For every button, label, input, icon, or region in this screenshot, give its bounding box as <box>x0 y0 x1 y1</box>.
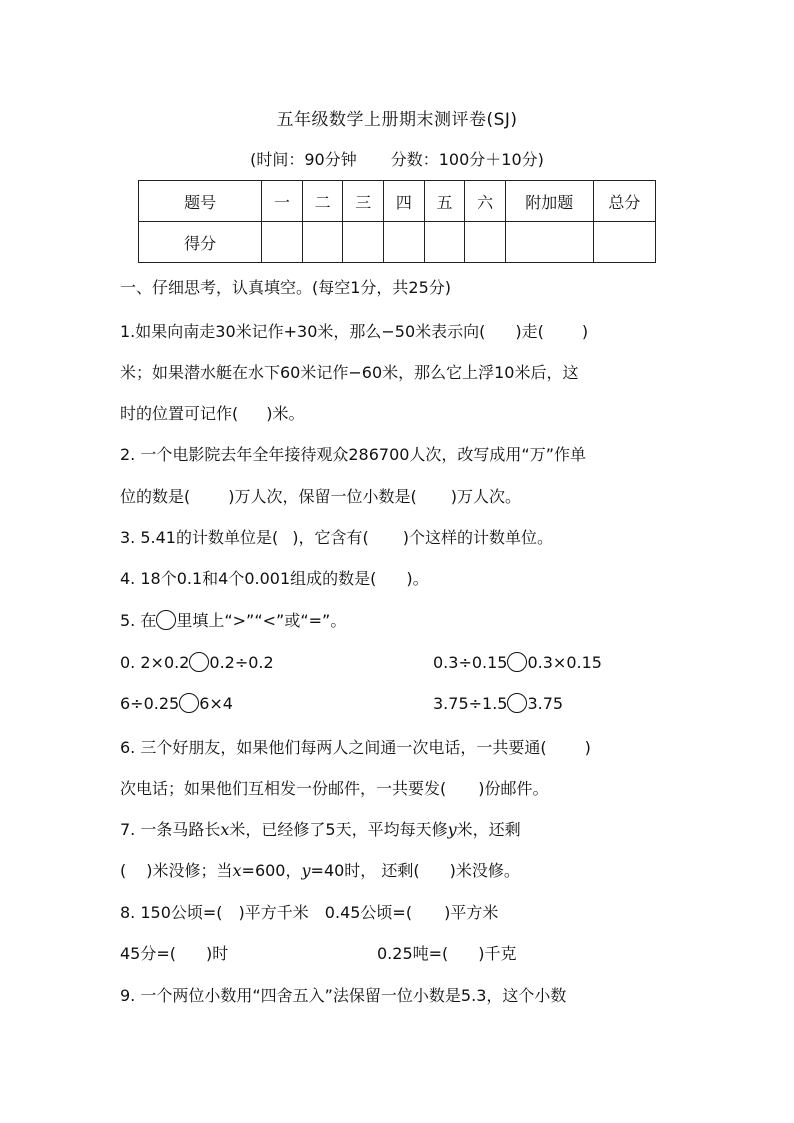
q2-text: )万人次。 <box>450 487 521 506</box>
q3-text: 3. 5.41的计数单位是( <box>120 528 279 547</box>
q8-line-2-right <box>377 941 517 964</box>
compare-circle-icon[interactable] <box>507 652 527 672</box>
q8-text: )时 <box>206 944 229 963</box>
score-header-cell: 总分 <box>593 181 655 222</box>
score-cell[interactable] <box>384 222 425 263</box>
q8-text: 8. 150公顷=( <box>120 903 223 922</box>
exam-score-total: 分数：100分＋10分) <box>390 150 544 169</box>
q3-line <box>120 525 553 548</box>
q5-expr: 6÷0.25 <box>120 694 180 713</box>
q5-row-2-left <box>120 693 233 713</box>
q2-text: )万人次，保留一位小数是( <box>228 487 417 506</box>
q5-expr: 6×4 <box>199 694 233 713</box>
q7-line-1 <box>120 817 521 840</box>
q8-text: 0.25吨=( <box>377 944 449 963</box>
exam-subtitle <box>0 147 794 170</box>
q5-row-1-right <box>433 652 602 672</box>
q7-text: 米，已经修了5天，平均每天修 <box>229 820 448 839</box>
q5-expr: 0.2÷0.2 <box>209 653 274 672</box>
q5-line <box>120 608 346 631</box>
score-row-label: 得分 <box>139 222 262 263</box>
q5-expr: 0.3÷0.15 <box>433 653 508 672</box>
q9-line-1: 9. 一个两位小数用“四舍五入”法保留一位小数是5.3，这个小数 <box>120 986 567 1005</box>
q8-line-2-left <box>120 941 228 964</box>
q5-text: 里填上“>”“<”或“=”。 <box>176 611 347 630</box>
q6-text: 次电话；如果他们互相发一份邮件，一共要发( <box>120 779 447 798</box>
q5-expr: 3.75 <box>527 694 564 713</box>
q7-text: ( <box>120 861 127 880</box>
q7-text: =600， <box>241 861 302 880</box>
section-1-title: 一、仔细思考，认真填空。(每空1分，共25分) <box>120 278 452 297</box>
score-cell[interactable] <box>505 222 593 263</box>
q6-line-2 <box>120 776 549 799</box>
compare-circle-icon[interactable] <box>507 693 527 713</box>
score-header-cell: 一 <box>262 181 303 222</box>
q6-text: ) <box>584 738 591 757</box>
q1-text: )米。 <box>266 404 305 423</box>
score-header-cell: 三 <box>343 181 384 222</box>
score-table-header-row <box>139 181 656 222</box>
q3-text: )个这样的计数单位。 <box>402 528 553 547</box>
q6-line-1 <box>120 735 591 758</box>
q8-text: 0.45公顷=( <box>324 903 413 922</box>
q5-expr: 0.3×0.15 <box>527 653 602 672</box>
q4-text: )。 <box>406 569 429 588</box>
q2-line-1: 2. 一个电影院去年全年接待观众286700人次，改写成用“万”作单 <box>120 445 587 464</box>
q5-expr: 0. 2×0.2 <box>120 653 190 672</box>
q4-text: 4. 18个0.1和4个0.001组成的数是( <box>120 569 377 588</box>
score-cell[interactable] <box>302 222 343 263</box>
q1-line-3 <box>120 401 305 424</box>
q4-line <box>120 566 429 589</box>
score-cell[interactable] <box>262 222 303 263</box>
q7-text: 7. 一条马路长 <box>120 820 221 839</box>
q1-line-1 <box>120 319 588 342</box>
variable-y: y <box>447 820 457 839</box>
q7-line-2 <box>120 858 520 881</box>
q7-text: )米没修。 <box>449 861 520 880</box>
score-header-cell: 五 <box>424 181 465 222</box>
score-cell[interactable] <box>593 222 655 263</box>
q1-text: 时的位置可记作( <box>120 404 239 423</box>
score-cell[interactable] <box>424 222 465 263</box>
compare-circle-icon[interactable] <box>179 693 199 713</box>
score-header-cell: 四 <box>384 181 425 222</box>
q8-text: )平方米 <box>444 903 499 922</box>
score-cell[interactable] <box>343 222 384 263</box>
q1-line-2: 米；如果潜水艇在水下60米记作−60米，那么它上浮10米后，这 <box>120 363 579 382</box>
q1-text: ) <box>581 322 589 341</box>
variable-x: x <box>232 861 242 880</box>
score-header-cell: 题号 <box>139 181 262 222</box>
exam-time: (时间：90分钟 <box>250 150 357 169</box>
q6-text: )份邮件。 <box>478 779 549 798</box>
q3-text: )，它含有( <box>292 528 369 547</box>
score-table <box>138 180 656 263</box>
score-header-cell: 二 <box>302 181 343 222</box>
q8-text: )千克 <box>478 944 517 963</box>
exam-title: 五年级数学上册期末测评卷(SJ) <box>276 110 518 130</box>
q8-line-1 <box>120 900 498 923</box>
q7-text: =40时， 还剩( <box>310 861 420 880</box>
q8-text: )平方千米 <box>238 903 309 922</box>
score-table-score-row <box>139 222 656 263</box>
score-header-cell: 六 <box>465 181 506 222</box>
compare-circle-icon[interactable] <box>189 652 209 672</box>
q7-text: 米，还剩 <box>456 820 521 839</box>
q5-row-2-right <box>433 693 563 713</box>
q8-text: 45分=( <box>120 944 177 963</box>
q7-text: )米没修；当 <box>146 861 233 880</box>
q5-expr: 3.75÷1.5 <box>433 694 508 713</box>
score-cell[interactable] <box>465 222 506 263</box>
q1-text: )走( <box>515 322 544 341</box>
q2-line-2 <box>120 484 521 507</box>
variable-y: y <box>301 861 311 880</box>
variable-x: x <box>220 820 230 839</box>
q5-text: 5. 在 <box>120 611 157 630</box>
score-header-cell: 附加题 <box>505 181 593 222</box>
q5-row-1-left <box>120 652 274 672</box>
q6-text: 6. 三个好朋友，如果他们每两人之间通一次电话，一共要通( <box>120 738 547 757</box>
compare-circle-icon <box>156 610 176 630</box>
q2-text: 位的数是( <box>120 487 191 506</box>
q1-text: 1.如果向南走30米记作+30米，那么−50米表示向( <box>120 322 486 341</box>
